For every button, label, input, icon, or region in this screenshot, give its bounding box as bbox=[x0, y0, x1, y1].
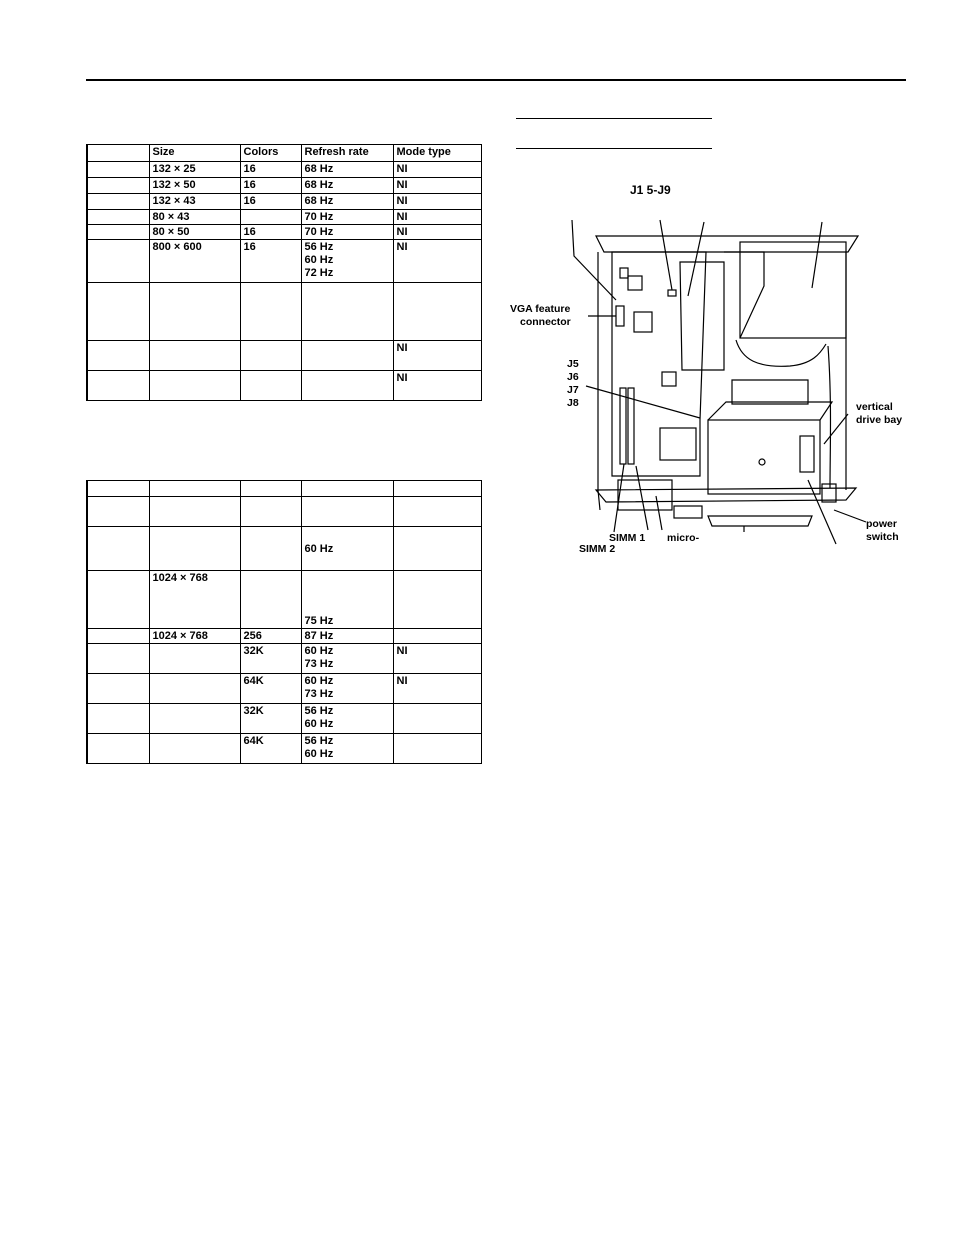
label-j15-j9: J1 5-J9 bbox=[630, 183, 671, 197]
table-cell: 80 × 50 bbox=[149, 225, 240, 240]
label-switch: switch bbox=[866, 531, 899, 543]
label-j5: J5 bbox=[567, 358, 579, 370]
table-cell-line: 72 Hz bbox=[304, 267, 334, 279]
table-cell: 70 Hz bbox=[301, 225, 393, 240]
table-cell-line: 73 Hz bbox=[304, 688, 334, 700]
table-cell: NI bbox=[393, 341, 481, 371]
table-cell-line: 60 Hz bbox=[304, 254, 334, 266]
table-cell: NI bbox=[393, 240, 481, 283]
power-supply bbox=[740, 242, 846, 338]
label-connector: connector bbox=[520, 316, 571, 328]
table-cell: 75 Hz bbox=[301, 571, 393, 629]
table-cell: 16 bbox=[240, 240, 301, 283]
drive-cage bbox=[708, 420, 820, 494]
table-cell: 800 × 600 bbox=[149, 240, 240, 283]
table-cell: 132 × 25 bbox=[149, 162, 240, 178]
table-cell: 132 × 43 bbox=[149, 194, 240, 210]
table-cell: 1024 × 768 bbox=[149, 629, 240, 644]
header-refresh-rate: Refresh rate bbox=[301, 145, 393, 162]
chassis-left-wall bbox=[598, 252, 600, 510]
vga-feature-connector-shape bbox=[616, 306, 624, 326]
table-cell: 87 Hz bbox=[301, 629, 393, 644]
table-cell: NI bbox=[393, 371, 481, 401]
label-micro: micro- bbox=[667, 532, 700, 544]
table-cell: 60 Hz bbox=[301, 527, 393, 571]
table-cell: 16 bbox=[240, 225, 301, 240]
table-cell: 68 Hz bbox=[301, 178, 393, 194]
table-cell: 68 Hz bbox=[301, 162, 393, 178]
label-vertical: vertical bbox=[856, 401, 893, 413]
table-cell: 70 Hz bbox=[301, 210, 393, 225]
table-cell-line: 60 Hz bbox=[304, 675, 334, 687]
table-cell: 16 bbox=[240, 162, 301, 178]
label-j7: J7 bbox=[567, 384, 579, 396]
table-cell-line: 56 Hz bbox=[304, 735, 334, 747]
table-cell: 32K bbox=[240, 644, 301, 674]
header-colors: Colors bbox=[240, 145, 301, 162]
table-cell: 132 × 50 bbox=[149, 178, 240, 194]
label-j8: J8 bbox=[567, 397, 579, 409]
label-j6: J6 bbox=[567, 371, 579, 383]
table-cell: 16 bbox=[240, 194, 301, 210]
header-mode-type: Mode type bbox=[393, 145, 481, 162]
table-cell-line: 56 Hz bbox=[304, 705, 334, 717]
table-cell: 16 bbox=[240, 178, 301, 194]
table-cell: NI bbox=[393, 225, 481, 240]
label-vga-feature: VGA feature bbox=[510, 303, 571, 315]
table-cell: NI bbox=[393, 210, 481, 225]
table-cell: NI bbox=[393, 674, 481, 704]
label-power: power bbox=[866, 518, 897, 530]
label-drive-bay: drive bay bbox=[856, 414, 903, 426]
table-cell-line: 73 Hz bbox=[304, 658, 334, 670]
table-cell: 256 bbox=[240, 629, 301, 644]
table-cell: NI bbox=[393, 194, 481, 210]
table-cell: 68 Hz bbox=[301, 194, 393, 210]
header-size: Size bbox=[149, 145, 240, 162]
table-cell-line: 60 Hz bbox=[304, 718, 334, 730]
table-cell: 64K bbox=[240, 734, 301, 764]
table-cell-line: 56 Hz bbox=[304, 241, 334, 253]
table-cell: NI bbox=[393, 178, 481, 194]
table-cell: NI bbox=[393, 644, 481, 674]
table-cell-line: 60 Hz bbox=[304, 748, 334, 760]
label-simm1: SIMM 1 bbox=[609, 532, 646, 544]
table-cell-line: 60 Hz bbox=[304, 645, 334, 657]
table-cell: 64K bbox=[240, 674, 301, 704]
table-cell: 1024 × 768 bbox=[149, 571, 240, 629]
table-cell: 32K bbox=[240, 704, 301, 734]
table-cell: 80 × 43 bbox=[149, 210, 240, 225]
label-simm2: SIMM 2 bbox=[579, 543, 616, 555]
table-cell: NI bbox=[393, 162, 481, 178]
